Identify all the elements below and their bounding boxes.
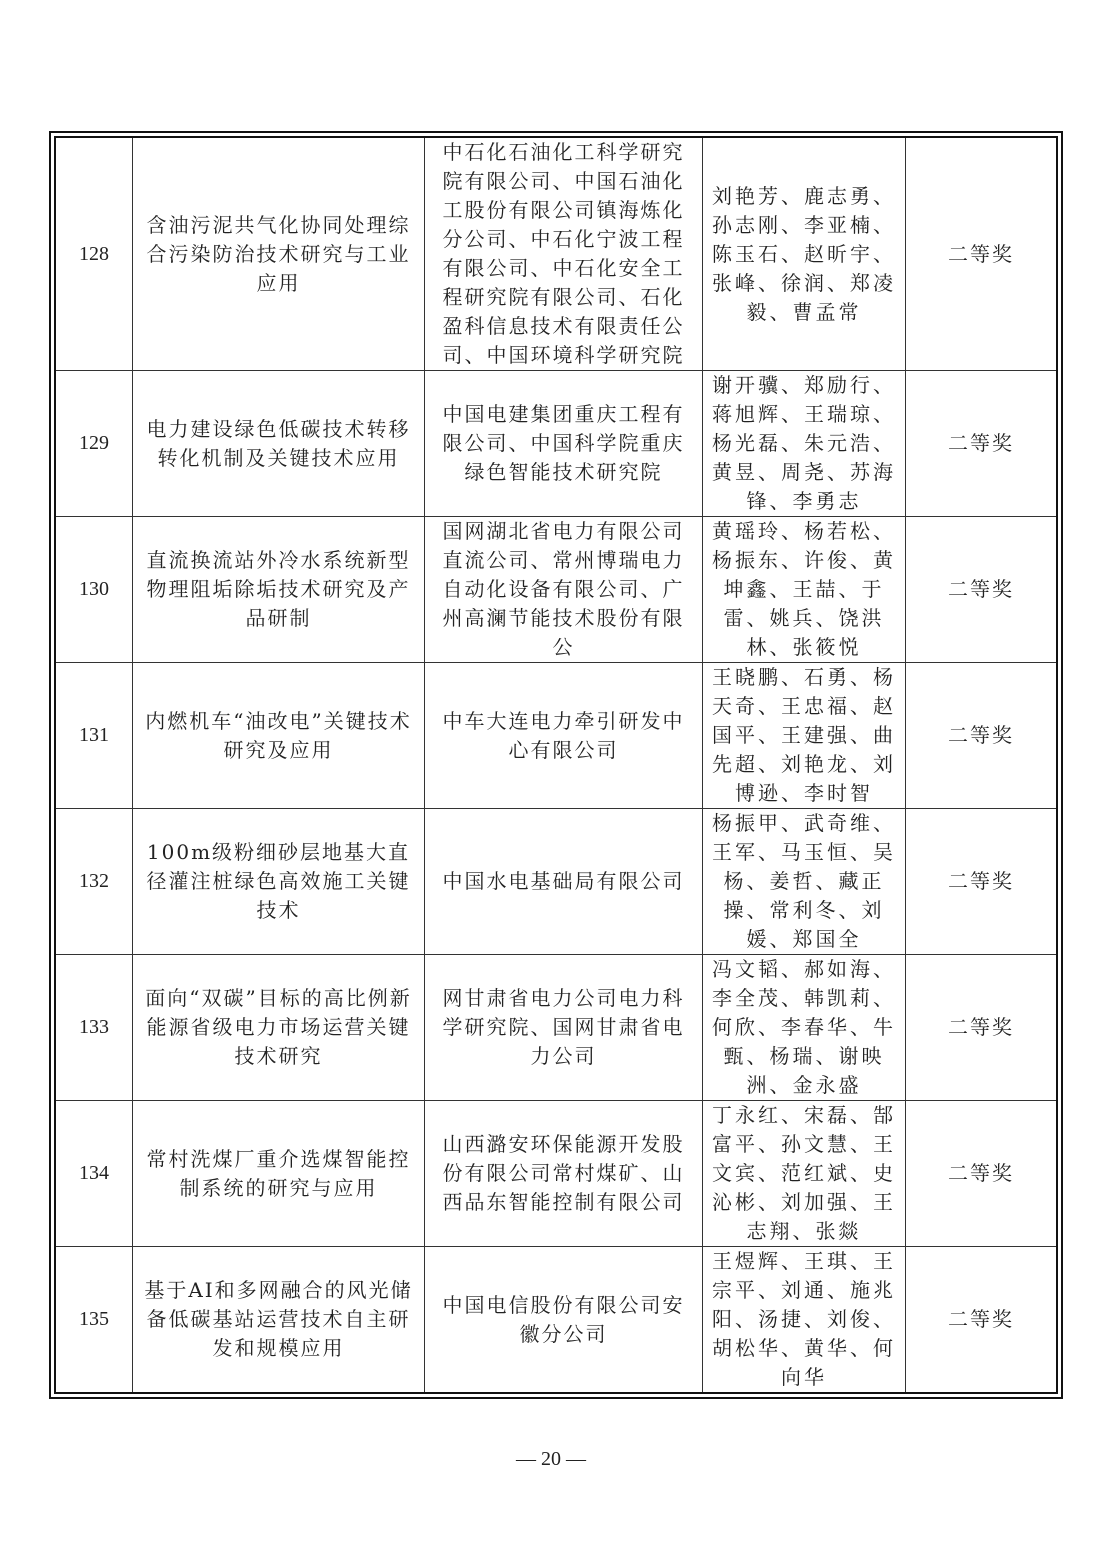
award-level-cell: 二等奖 (906, 1101, 1057, 1247)
people-cell: 丁永红、宋磊、郜富平、孙文慧、王文宾、范红斌、史沁彬、刘加强、王志翔、张燚 (703, 1101, 906, 1247)
project-name-cell: 直流换流站外冷水系统新型物理阻垢除垢技术研究及产品研制 (133, 517, 425, 663)
serial-number-cell: 131 (56, 663, 133, 809)
people-cell: 王煜辉、王琪、王宗平、刘通、施兆阳、汤捷、刘俊、胡松华、黄华、何向华 (703, 1247, 906, 1393)
table-row (56, 809, 1056, 955)
serial-number-cell: 132 (56, 809, 133, 955)
project-name-cell: 常村洗煤厂重介选煤智能控制系统的研究与应用 (133, 1101, 425, 1247)
serial-number-cell: 130 (56, 517, 133, 663)
serial-number-cell: 135 (56, 1247, 133, 1393)
people-cell: 刘艳芳、鹿志勇、孙志刚、李亚楠、陈玉石、赵昕宇、张峰、徐润、郑凌毅、曹孟常 (703, 138, 906, 371)
units-cell: 中国电建集团重庆工程有限公司、中国科学院重庆绿色智能技术研究院 (425, 371, 703, 517)
units-cell: 国网湖北省电力有限公司直流公司、常州博瑞电力自动化设备有限公司、广州高澜节能技术股份有限公 (425, 517, 703, 663)
awards-table-frame (49, 131, 1063, 1399)
people-cell: 冯文韬、郝如海、李全茂、韩凯莉、何欣、李春华、牛甄、杨瑞、谢映洲、金永盛 (703, 955, 906, 1101)
units-cell: 中国电信股份有限公司安徽分公司 (425, 1247, 703, 1393)
units-cell: 中车大连电力牵引研发中心有限公司 (425, 663, 703, 809)
table-row (56, 138, 1056, 371)
project-name-cell: 含油污泥共气化协同处理综合污染防治技术研究与工业应用 (133, 138, 425, 371)
serial-number-cell: 134 (56, 1101, 133, 1247)
units-cell: 山西潞安环保能源开发股份有限公司常村煤矿、山西品东智能控制有限公司 (425, 1101, 703, 1247)
award-level-cell: 二等奖 (906, 809, 1057, 955)
table-row (56, 1247, 1056, 1393)
table-row (56, 371, 1056, 517)
serial-number-cell: 129 (56, 371, 133, 517)
table-row (56, 517, 1056, 663)
project-name-cell: 电力建设绿色低碳技术转移转化机制及关键技术应用 (133, 371, 425, 517)
project-name-cell: 面向“双碳”目标的高比例新能源省级电力市场运营关键技术研究 (133, 955, 425, 1101)
project-name-cell: 100m级粉细砂层地基大直径灌注桩绿色高效施工关键技术 (133, 809, 425, 955)
people-cell: 王晓鹏、石勇、杨天奇、王忠福、赵国平、王建强、曲先超、刘艳龙、刘博逊、李时智 (703, 663, 906, 809)
table-row (56, 1101, 1056, 1247)
units-cell: 中石化石油化工科学研究院有限公司、中国石油化工股份有限公司镇海炼化分公司、中石化宁波工程有限公司、中石化安全工程研究院有限公司、石化盈科信息技术有限责任公司、中国环境科学研究院 (425, 138, 703, 371)
table-row (56, 955, 1056, 1101)
award-level-cell: 二等奖 (906, 1247, 1057, 1393)
units-cell: 中国水电基础局有限公司 (425, 809, 703, 955)
serial-number-cell: 133 (56, 955, 133, 1101)
project-name-cell: 基于AI和多网融合的风光储备低碳基站运营技术自主研发和规模应用 (133, 1247, 425, 1393)
awards-table (56, 138, 1056, 1392)
people-cell: 黄瑶玲、杨若松、杨振东、许俊、黄坤鑫、王喆、于雷、姚兵、饶洪林、张筱悦 (703, 517, 906, 663)
award-level-cell: 二等奖 (906, 371, 1057, 517)
people-cell: 杨振甲、武奇维、王军、马玉恒、吴杨、姜哲、藏正操、常利冬、刘媛、郑国全 (703, 809, 906, 955)
serial-number-cell: 128 (56, 138, 133, 371)
award-level-cell: 二等奖 (906, 955, 1057, 1101)
project-name-cell: 内燃机车“油改电”关键技术研究及应用 (133, 663, 425, 809)
award-level-cell: 二等奖 (906, 138, 1057, 371)
award-level-cell: 二等奖 (906, 663, 1057, 809)
table-row (56, 663, 1056, 809)
award-level-cell: 二等奖 (906, 517, 1057, 663)
units-cell: 网甘肃省电力公司电力科学研究院、国网甘肃省电力公司 (425, 955, 703, 1101)
page-number: — 20 — (516, 1448, 586, 1470)
people-cell: 谢开骥、郑励行、蒋旭辉、王瑞琼、杨光磊、朱元浩、黄昱、周尧、苏海锋、李勇志 (703, 371, 906, 517)
